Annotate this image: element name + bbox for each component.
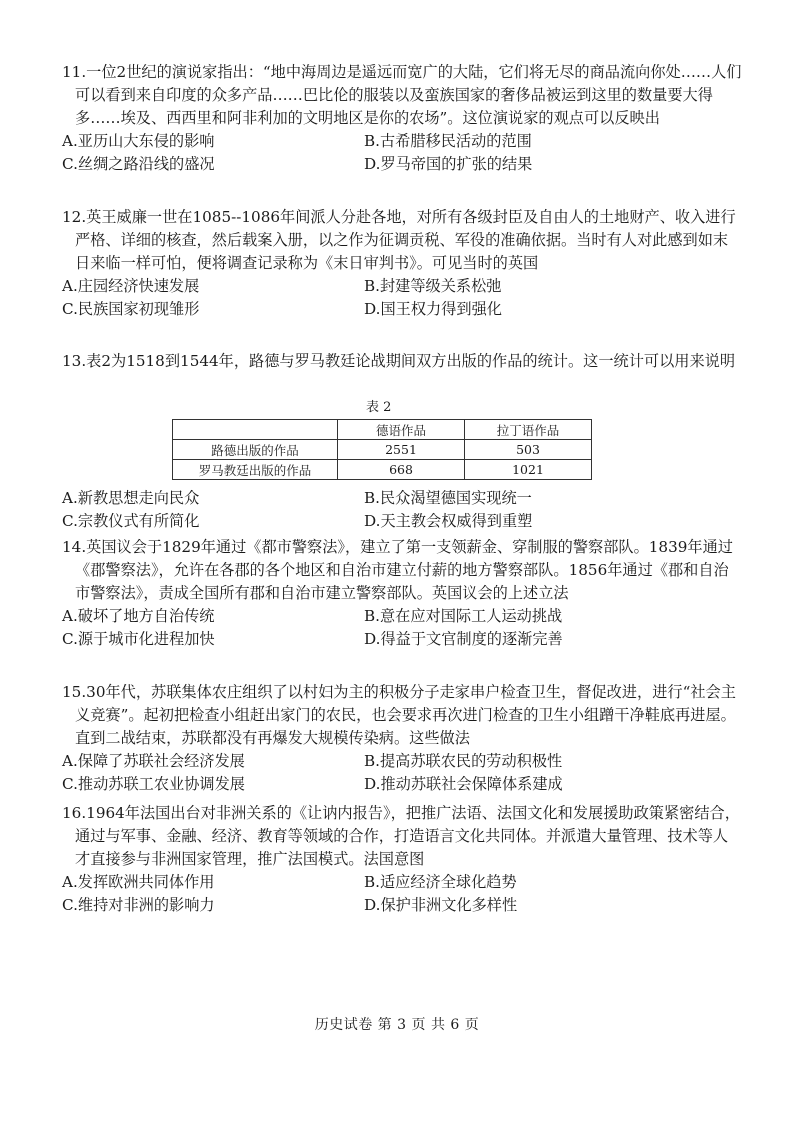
table-cell: 1021 [465,460,592,480]
table-caption: 表 2 [366,400,392,415]
table-header: 德语作品 [338,420,465,440]
options [62,275,742,321]
question-13 [62,350,742,373]
question-14 [62,536,742,651]
table-row [173,440,592,460]
option-d: D.罗马帝国的扩张的结果 [364,155,533,173]
question-11 [62,61,742,176]
option-b: B.封建等级关系松弛 [364,277,502,295]
option-d: D.推动苏联社会保障体系建成 [364,775,563,793]
option-a: A.保障了苏联社会经济发展 [62,752,245,770]
option-d: D.天主教会权威得到重塑 [364,512,533,530]
options [62,605,742,651]
option-a: A.新教思想走向民众 [62,489,200,507]
options [62,487,742,533]
option-c: C.维持对非洲的影响力 [62,896,215,914]
option-a: A.破坏了地方自治传统 [62,607,215,625]
options [62,750,742,796]
question-stem: 11.一位2世纪的演说家指出：“地中海周边是遥远而宽广的大陆，它们将无尽的商品流向你处……人们可以看到来自印度的众多产品……巴比伦的服装以及蛮族国家的奢侈品被运到这里的数量要大得多……埃及、西西里和阿非利加的文明地区是你的农场”。这位演说家的观点可以反映出 [62,63,742,127]
question-15 [62,681,742,796]
option-c: C.推动苏联工农业协调发展 [62,775,245,793]
question-stem: 16.1964年法国出台对非洲关系的《让讷内报告》，把推广法语、法国文化和发展援助政策紧密结合，通过与军事、金融、经济、教育等领域的合作，打造语言文化共同体。并派遣大量管理、技术等人才直接参与非洲国家管理，推广法国模式。法国意图 [62,804,740,868]
table-cell: 2551 [338,440,465,460]
option-b: B.提高苏联农民的劳动积极性 [364,752,563,770]
option-a: A.亚历山大东侵的影响 [62,132,215,150]
question-stem: 12.英王威廉一世在1085--1086年间派人分赴各地，对所有各级封臣及自由人的土地财产、收入进行严格、详细的核查，然后载案入册，以之作为征调贡税、军役的准确依据。当时有人对此感到如末日来临一样可怕，便将调查记录称为《末日审判书》。可见当时的英国 [62,208,736,272]
option-a: A.庄园经济快速发展 [62,277,200,295]
question-stem: 14.英国议会于1829年通过《都市警察法》，建立了第一支领薪金、穿制服的警察部队。1839年通过《郡警察法》，允许在各郡的各个地区和自治市建立付薪的地方警察部队。1856年通过《郡和自治市警察法》，责成全国所有郡和自治市建立警察部队。英国议会的上述立法 [62,538,733,602]
option-d: D.保护非洲文化多样性 [364,896,518,914]
question-stem: 15.30年代，苏联集体农庄组织了以村妇为主的积极分子走家串户检查卫生，督促改进，进行“社会主义竞赛”。起初把检查小组赶出家门的农民，也会要求再次进门检查的卫生小组蹭干净鞋底再进屋。直到二战结束，苏联都没有再爆发大规模传染病。这些做法 [62,683,736,747]
question-stem: 13.表2为1518到1544年，路德与罗马教廷论战期间双方出版的作品的统计。这一统计可以用来说明 [62,352,736,370]
table-cell: 罗马教廷出版的作品 [173,460,338,480]
option-b: B.适应经济全球化趋势 [364,873,517,891]
table-row [173,460,592,480]
question-13-options [62,487,742,533]
table-header-row [173,420,592,440]
table-2 [172,419,592,480]
options [62,871,742,917]
option-b: B.民众渴望德国实现统一 [364,489,532,507]
option-b: B.意在应对国际工人运动挑战 [364,607,563,625]
table-header [173,420,338,440]
option-c: C.宗教仪式有所简化 [62,512,200,530]
option-b: B.古希腊移民活动的范围 [364,132,532,150]
table-header: 拉丁语作品 [465,420,592,440]
option-c: C.丝绸之路沿线的盛况 [62,155,215,173]
table-cell: 503 [465,440,592,460]
option-c: C.民族国家初现雏形 [62,300,200,318]
table-cell: 路德出版的作品 [173,440,338,460]
page-footer: 历史试卷 第 3 页 共 6 页 [314,1017,480,1033]
option-c: C.源于城市化进程加快 [62,630,215,648]
table-cell: 668 [338,460,465,480]
option-d: D.国王权力得到强化 [364,300,502,318]
option-d: D.得益于文官制度的逐渐完善 [364,630,563,648]
question-16 [62,802,742,917]
option-a: A.发挥欧洲共同体作用 [62,873,215,891]
question-12 [62,206,742,321]
options [62,130,742,176]
